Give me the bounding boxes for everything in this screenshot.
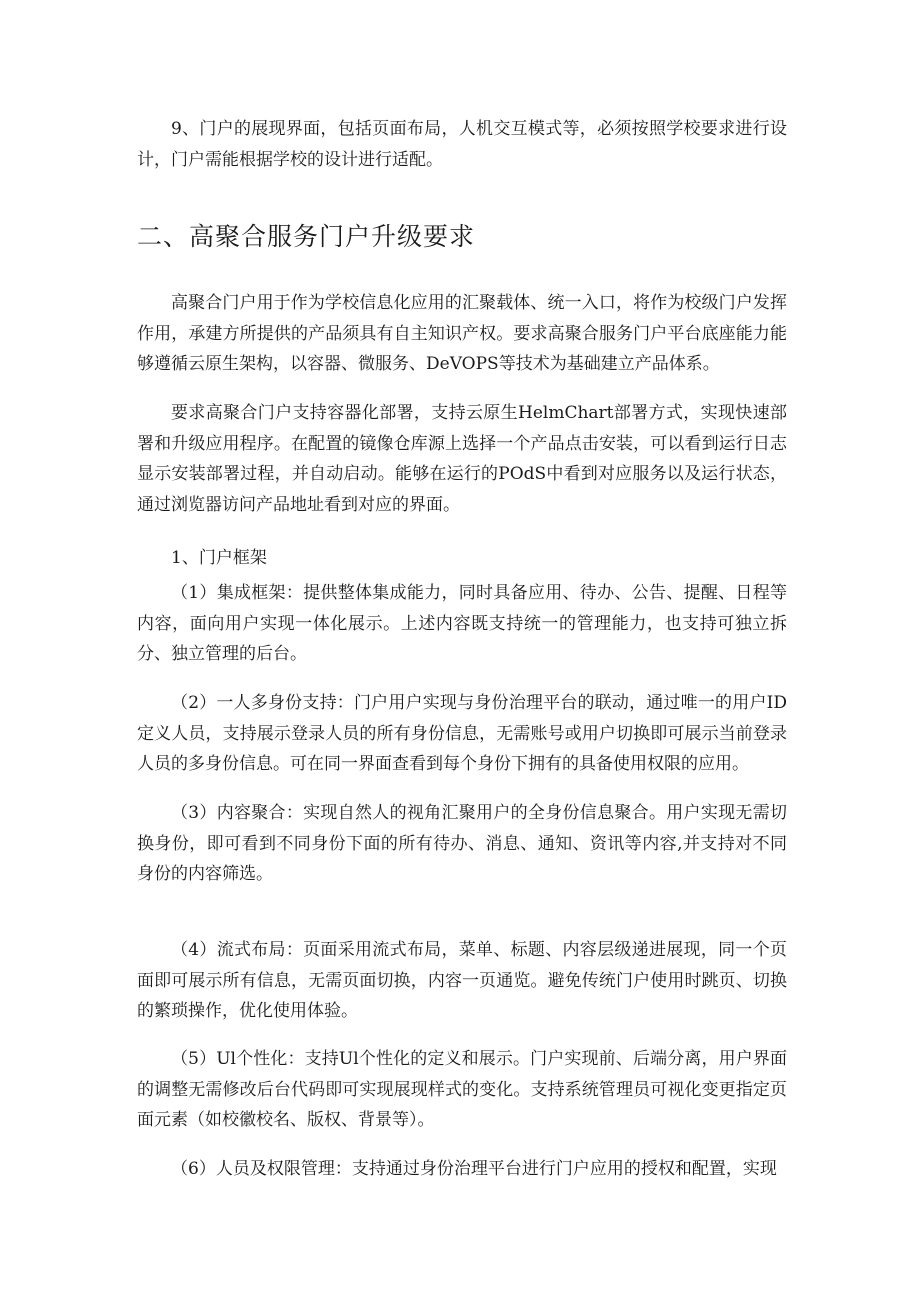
paragraph-9: 9、门户的展现界面，包括页面布局，人机交互模式等，必须按照学校要求进行设计，门户需能根据学校的设计进行适配。	[137, 119, 787, 170]
intro-paragraph-2: 要求高聚合门户支持容器化部署，支持云原生HelmChart部署方式，实现快速部署和升级应用程序。在配置的镜像仓库源上选择一个产品点击安装，可以看到运行日志显示安装部署过程，并自动启动。能够在运行的POdS中看到对应服务以及运行状态，通过浏览器访问产品地址看到对应的界面。	[137, 403, 787, 515]
intro-paragraph-1: 高聚合门户用于作为学校信息化应用的汇聚载体、统一入口，将作为校级门户发挥作用，承建方所提供的产品须具有自主知识产权。要求高聚合服务门户平台底座能力能够遵循云原生架构，以容器、微服务、DeVOPS等技术为基础建立产品体系。	[137, 293, 787, 374]
section-heading: 二、高聚合服务门户升级要求	[137, 222, 476, 251]
item-multi-identity: （2）一人多身份支持：门户用户实现与身份治理平台的联动，通过唯一的用户ID定义人员，支持展示登录人员的所有身份信息，无需账号或用户切换即可展示当前登录人员的多身份信息。可在同一界面查看到每个身份下拥有的具备使用权限的应用。	[137, 693, 787, 774]
item-integration-framework: （1）集成框架：提供整体集成能力，同时具备应用、待办、公告、提醒、日程等内容，面向用户实现一体化展示。上述内容既支持统一的管理能力，也支持可独立拆分、独立管理的后台。	[137, 583, 787, 664]
item-permission-management: （6）人员及权限管理：支持通过身份治理平台进行门户应用的授权和配置，实现	[171, 1159, 777, 1179]
item-content-aggregation: （3）内容聚合：实现自然人的视角汇聚用户的全身份信息聚合。用户实现无需切换身份，即可看到不同身份下面的所有待办、消息、通知、资讯等内容,并支持对不同身份的内容筛选。	[137, 803, 787, 884]
item-ui-personalization: （5）Ul个性化：支持Ul个性化的定义和展示。门户实现前、后端分离，用户界面的调整无需修改后台代码即可实现展现样式的变化。支持系统管理员可视化变更指定页面元素（如校徽校名、版权、背景等）。	[137, 1049, 787, 1130]
item-flow-layout: （4）流式布局：页面采用流式布局，菜单、标题、内容层级递进展现，同一个页面即可展示所有信息，无需页面切换，内容一页通览。避免传统门户使用时跳页、切换的繁琐操作，优化使用体验。	[137, 940, 787, 1021]
sub-heading-portal-framework: 1、门户框架	[171, 548, 267, 568]
